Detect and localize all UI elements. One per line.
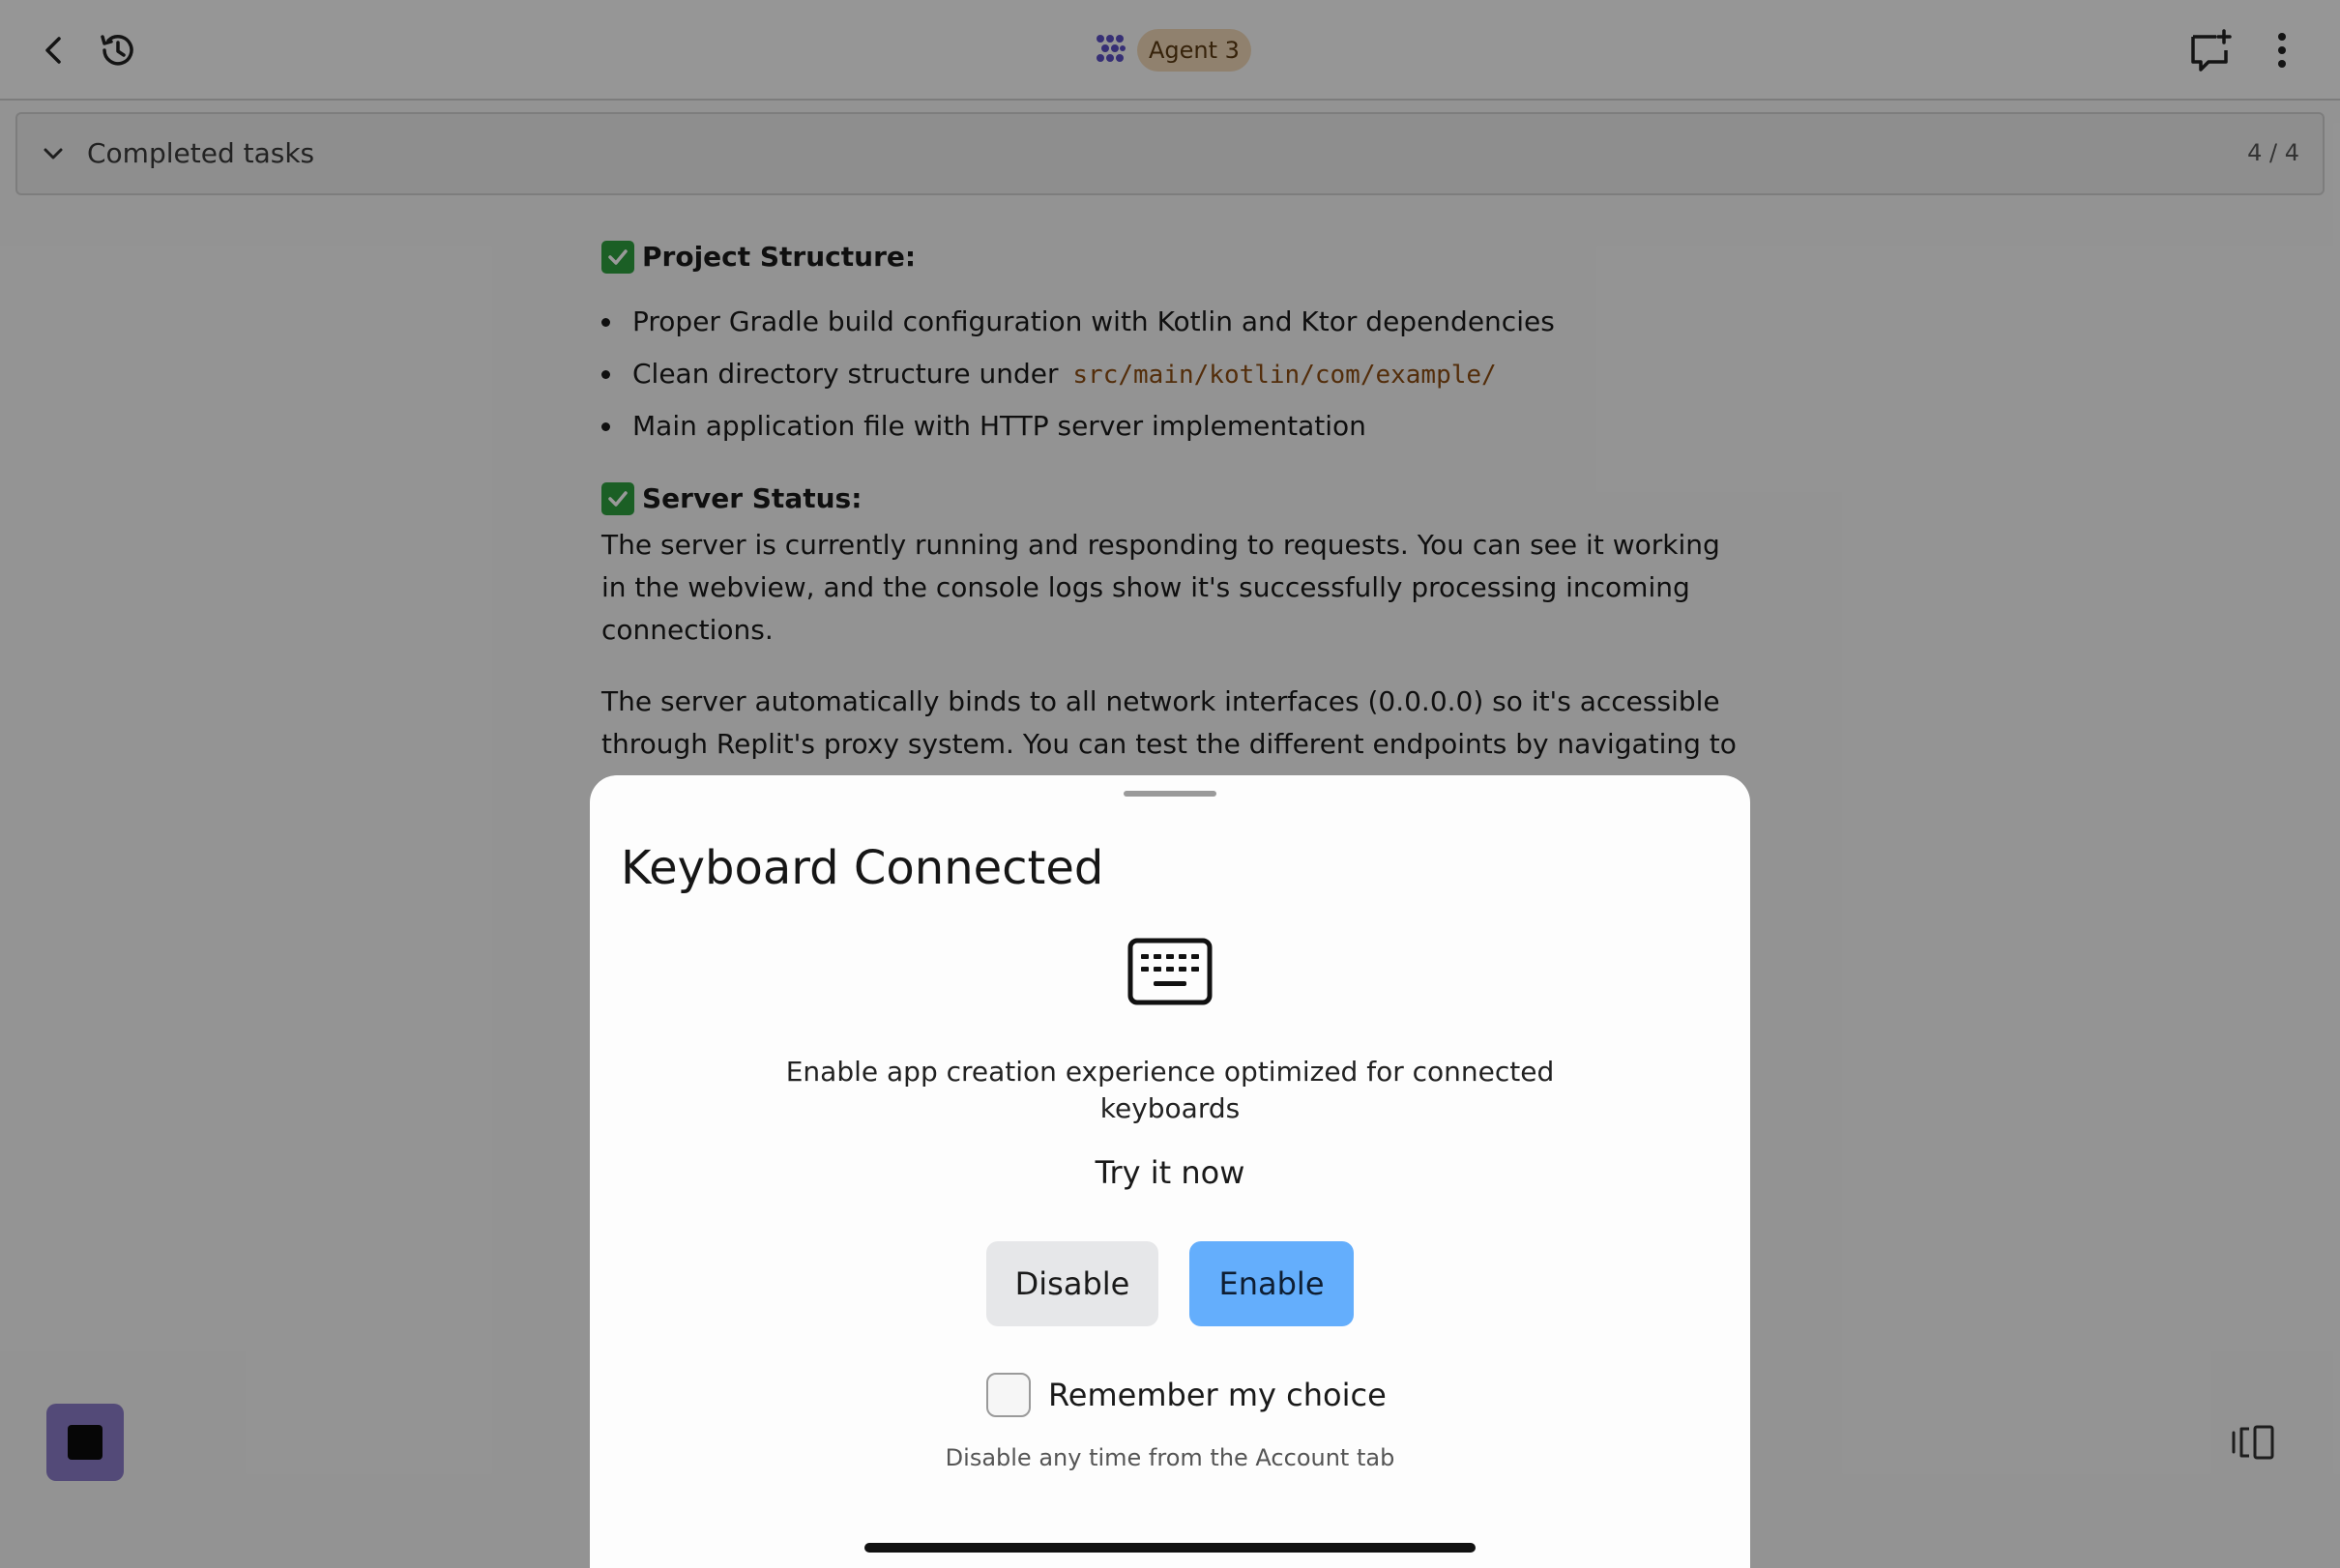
list-item: Clean directory structure under src/main/kotlin/com/example/ [601, 348, 1742, 400]
remember-choice-row[interactable] [986, 1373, 1387, 1417]
completed-tasks-label: Completed tasks [87, 137, 315, 169]
agent-badge: Agent 3 [1137, 29, 1251, 72]
enable-button[interactable]: Enable [1189, 1241, 1354, 1326]
account-tab-note: Disable any time from the Account tab [945, 1444, 1395, 1471]
paragraph: The server is currently running and responding to requests. You can see it working in the webview, and the console logs show it's successfully processing incoming connections. [601, 529, 1720, 646]
completed-tasks-count: 4 / 4 [2247, 139, 2299, 166]
try-it-now-label: Try it now [1095, 1154, 1245, 1191]
keyboard-connected-sheet [590, 775, 1750, 1568]
disable-button[interactable]: Disable [986, 1241, 1158, 1326]
list-item: Main application file with HTTP server implementation [601, 400, 1742, 452]
list-item: Proper Gradle build configuration with Kotlin and Ktor dependencies [601, 296, 1742, 348]
section-title: Server Status: [642, 482, 863, 514]
sheet-title: Keyboard Connected [621, 841, 1104, 895]
remember-checkbox[interactable] [986, 1373, 1031, 1417]
remember-label: Remember my choice [1048, 1377, 1387, 1413]
sheet-grabber[interactable] [1124, 791, 1216, 797]
home-indicator [864, 1543, 1476, 1553]
code-path: src/main/kotlin/com/example/ [1072, 361, 1497, 390]
keyboard-icon [1127, 938, 1213, 1005]
paragraph: The server automatically binds to all network interfaces (0.0.0.0) so it's accessible through Replit's proxy system. You can test the different endpoints by navigating to [601, 681, 1742, 853]
section-title: Project Structure: [642, 241, 917, 273]
sheet-description: Enable app creation experience optimized for connected keyboards [785, 1056, 1555, 1124]
